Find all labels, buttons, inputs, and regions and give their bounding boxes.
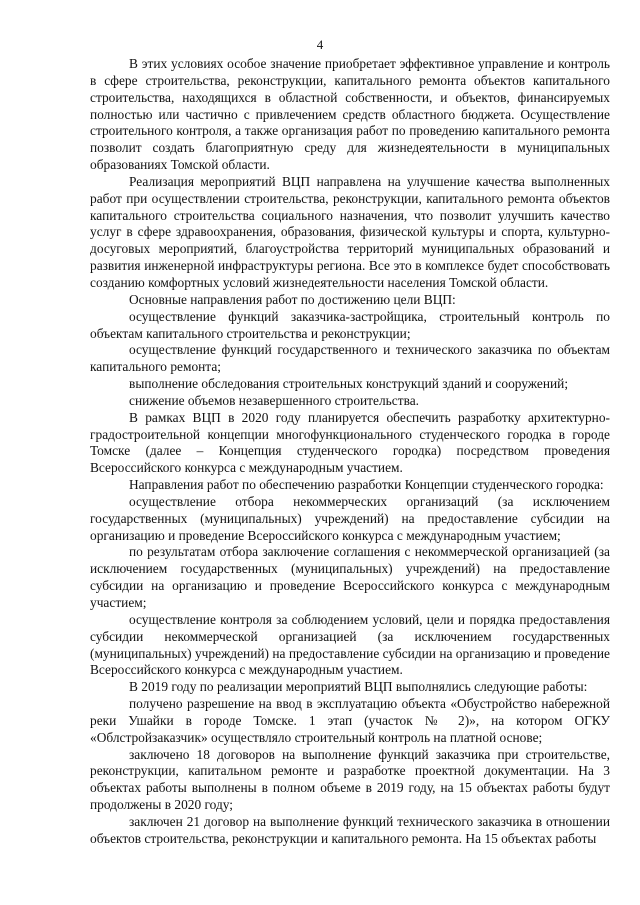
- list-item-agreement: по результатам отбора заключение соглашения с некоммерческой организацией (за исключением государственных (муниципальных) учреждений) на предоставление субсидии на организацию и проведение Всероссийского конкурса с международным участием;: [90, 544, 610, 610]
- list-item-unfinished-construction: снижение объемов незавершенного строительства.: [129, 392, 420, 408]
- body-text: [90, 56, 610, 848]
- paragraph-intro-control: В этих условиях особое значение приобретает эффективное управление и контроль в сфере строительства, реконструкции, капитального ремонта объектов капитального строительства, находящихся в областной собственности, и объектов, финансируемых полностью или частично с привлечением средств областного бюджета. Осуществление строительного контроля, а также организация работ по проведению капитального ремонта позволит создать благоприятную среду для жизнедеятельности в муниципальных образованиях Томской области.: [90, 56, 610, 173]
- page-number: 4: [316, 37, 324, 52]
- list-item-18-contracts: заключено 18 договоров на выполнение функций заказчика при строительстве, реконструкции, капитальном ремонте и разработке проектной документации. На 3 объектах работы выполнены в полном объеме в 2019 году, на 15 объектах работы будут продолжены в 2020 году;: [90, 746, 610, 813]
- paragraph-2019-works: В 2019 году по реализации мероприятий ВЦП выполнялись следующие работы:: [129, 679, 588, 695]
- paragraph-main-directions: Основные направления работ по достижению цели ВЦП:: [129, 291, 456, 307]
- list-item-subsidy-control: осуществление контроля за соблюдением условий, цели и порядка предоставления субсидии некоммерческой организацией (за исключением государственных (муниципальных) учреждений) на предоставление субсидии на организацию и проведение Всероссийского конкурса с международным участием.: [90, 611, 610, 678]
- list-item-state-customer: осуществление функций государственного и технического заказчика по объектам капитального ремонта;: [90, 342, 610, 375]
- list-item-embankment-permit: получено разрешение на ввод в эксплуатацию объекта «Обустройство набережной реки Ушайки в городе Томске. 1 этап (участок № 2)», на котором ОГКУ «Облстройзаказчик» осуществляло строительный контроль на платной основе;: [90, 696, 610, 745]
- paragraph-vcp-goals: Реализация мероприятий ВЦП направлена на улучшение качества выполненных работ при осуществлении строительства, реконструкции, капитального ремонта объектов капитального строительства социального назначения, что позволит улучшить качество услуг в сфере здравоохранения, образования, физической культуры и спорта, культурно-досуговых мероприятий, благоустройства территорий муниципальных образований и развития инженерной инфраструктуры региона. Все это в комплексе будет способствовать созданию комфортных условий жизнедеятельности населения Томской области.: [90, 173, 610, 290]
- list-item-inspection: выполнение обследования строительных конструкций зданий и сооружений;: [129, 376, 569, 392]
- paragraph-student-campus-2020: В рамках ВЦП в 2020 году планируется обеспечить разработку архитектурно-градостроительной концепции многофункционального студенческого городка в городе Томске (далее – Концепция студенческого городка) посредством проведения Всероссийского конкурса с международным участием.: [90, 409, 610, 476]
- list-item-nco-selection: осуществление отбора некоммерческих организаций (за исключением государственных (муниципальных) учреждений) на предоставление субсидии на организацию и проведение Всероссийского конкурса с международным участием;: [90, 493, 610, 543]
- paragraph-campus-directions: Направления работ по обеспечению разработки Концепции студенческого городка:: [129, 477, 604, 493]
- list-item-customer-functions: осуществление функций заказчика-застройщика, строительный контроль по объектам капитального строительства и реконструкции;: [90, 308, 610, 341]
- list-item-21-contracts: заключен 21 договор на выполнение функций технического заказчика в отношении объектов строительства, реконструкции и капитального ремонта. На 15 объектах работы: [90, 813, 610, 846]
